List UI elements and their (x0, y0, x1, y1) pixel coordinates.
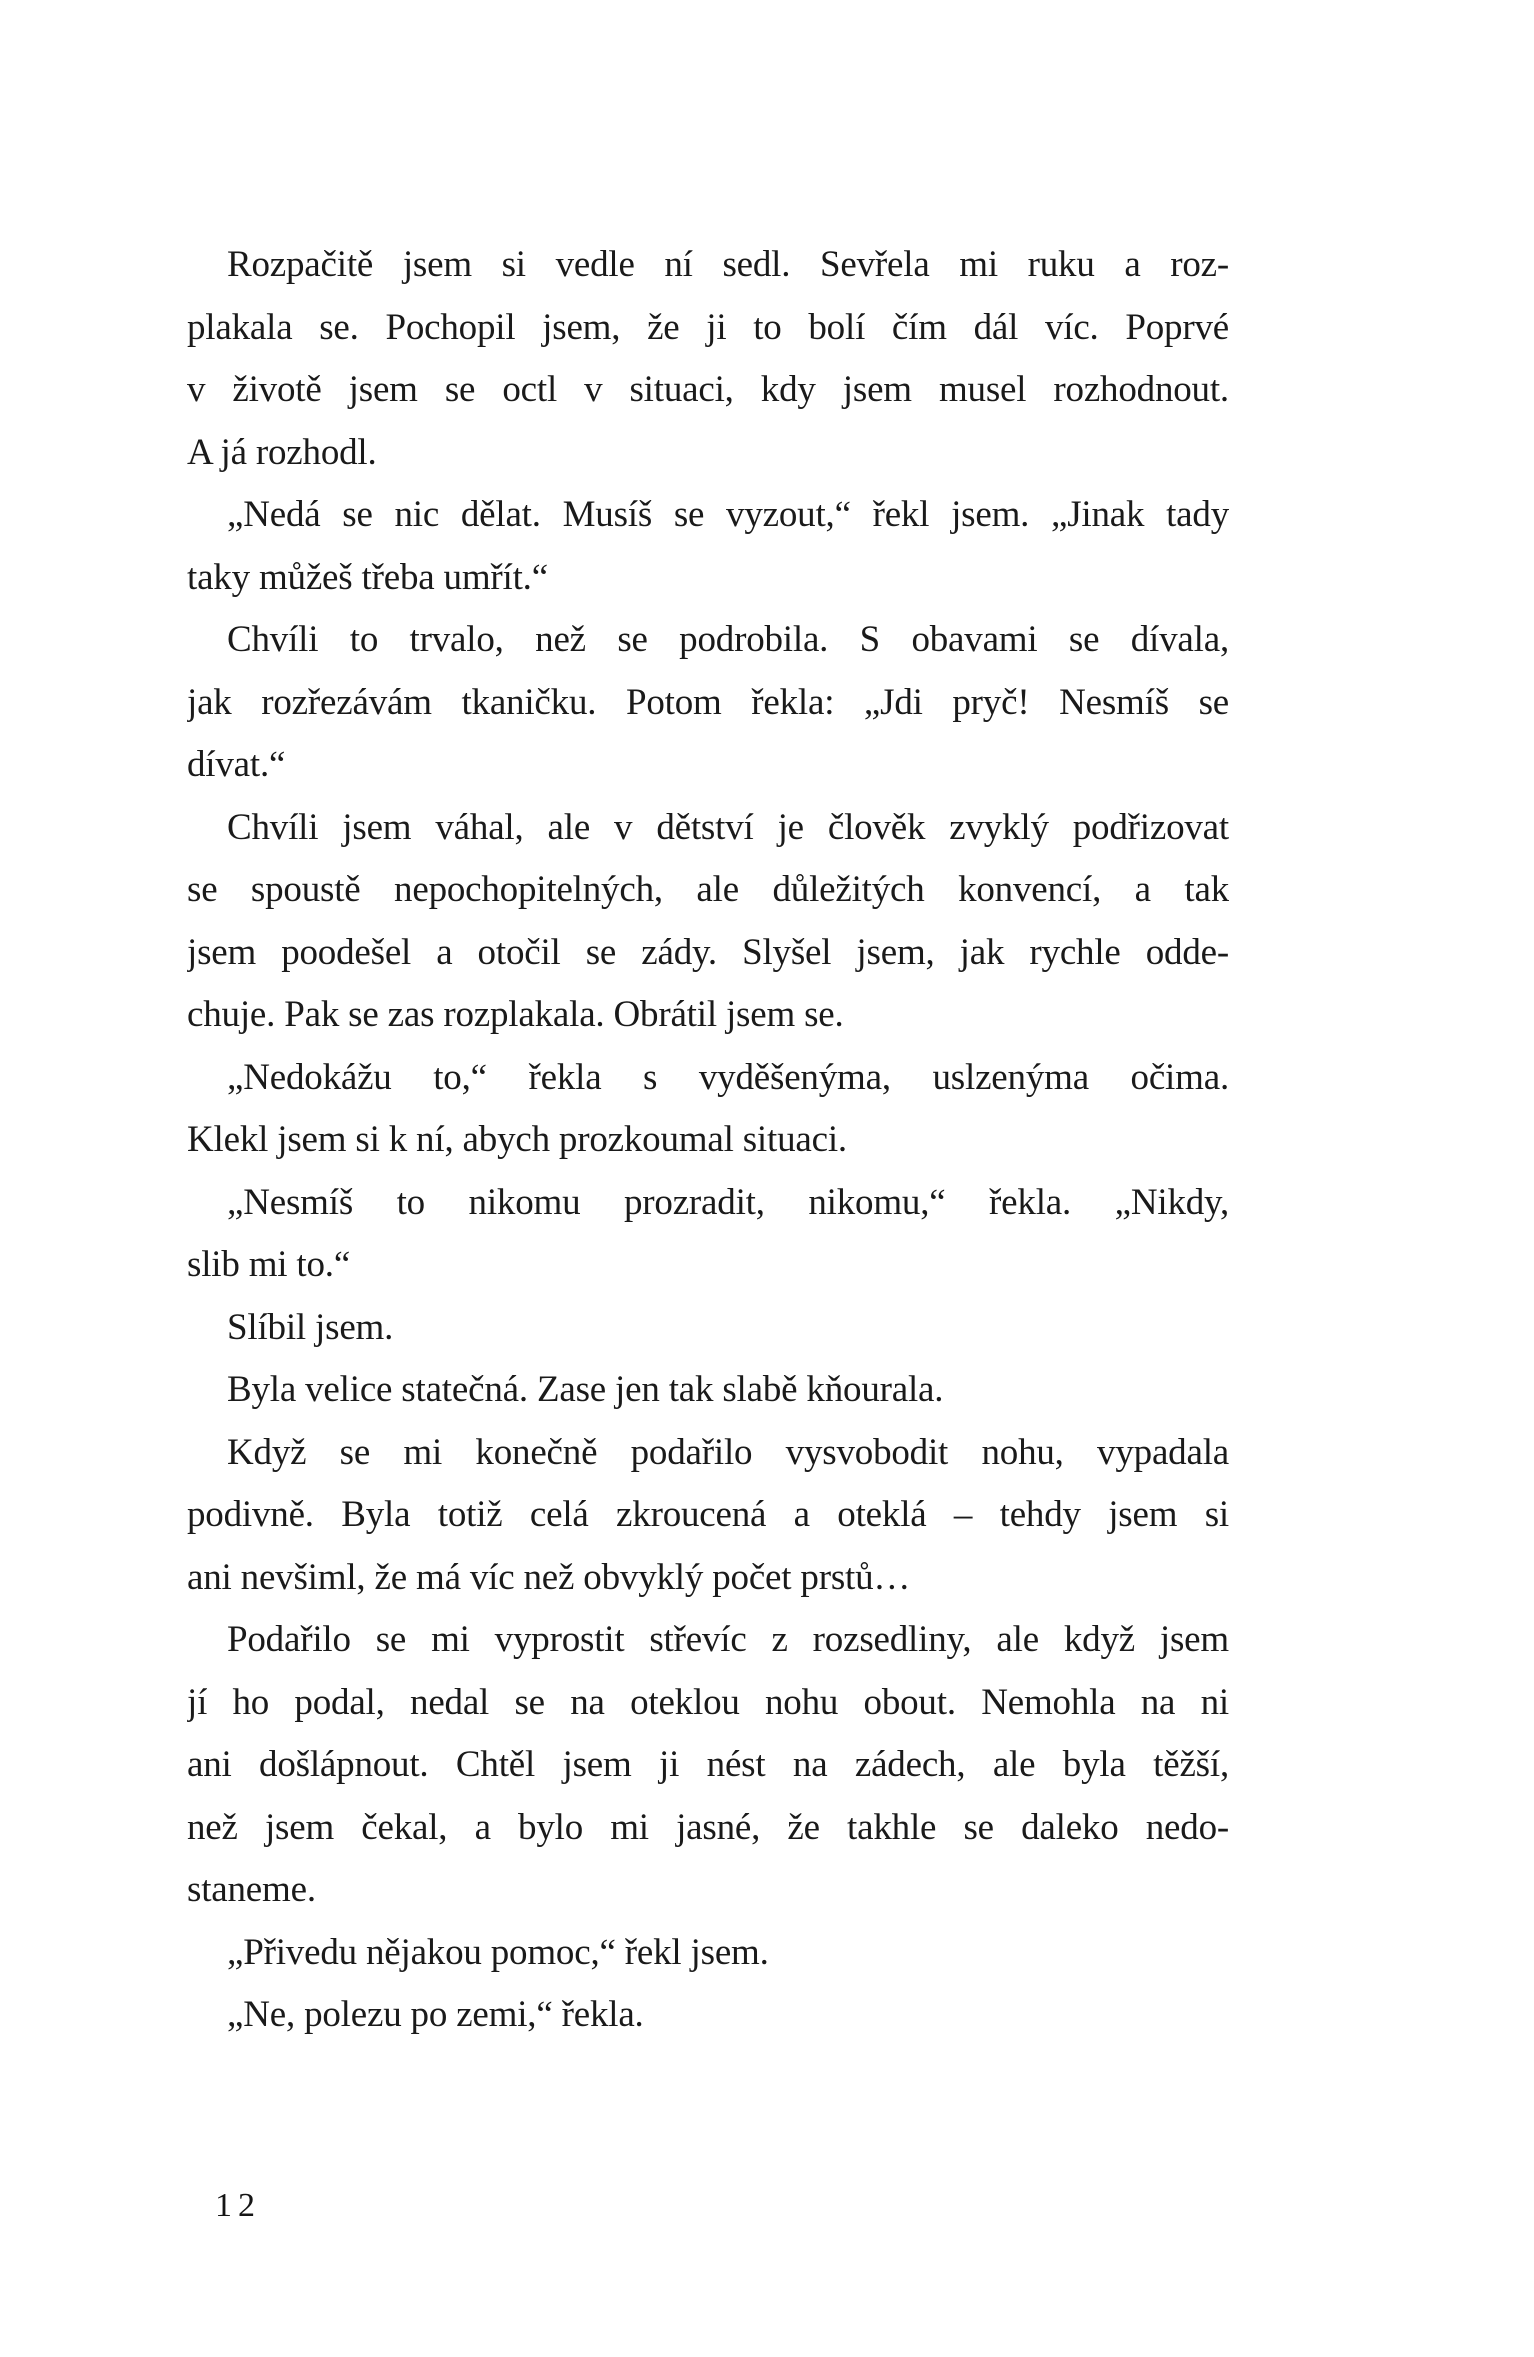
text-line: A já rozhodl. (187, 431, 377, 473)
paragraph (187, 609, 1229, 797)
text-line: Když se mi konečně podařilo vysvobodit nohu, vypadala (227, 1431, 1229, 1473)
text-block (187, 234, 1229, 2047)
text-line: „Ne, polezu po zemi,“ řekla. (227, 1994, 644, 2035)
text-line: Klekl jsem si k ní, abych prozkoumal situaci. (187, 1119, 847, 1160)
text-line: jí ho podal, nedal se na oteklou nohu obout. Nemohla na ni (187, 1681, 1229, 1723)
paragraph (187, 1047, 1229, 1172)
paragraph (187, 234, 1229, 484)
text-line: „Nesmíš to nikomu prozradit, nikomu,“ řekla. „Nikdy, (227, 1181, 1229, 1223)
text-line: jsem poodešel a otočil se zády. Slyšel jsem, jak rychle odde- (187, 931, 1229, 973)
page-number: 12 (215, 2187, 261, 2224)
text-line: Slíbil jsem. (227, 1306, 394, 1348)
paragraph (187, 1984, 1229, 2047)
text-line: „Nedokážu to,“ řekla s vyděšenýma, uslzenýma očima. (227, 1056, 1229, 1098)
text-line: se spoustě nepochopitelných, ale důležitých konvencí, a tak (187, 869, 1229, 910)
text-line: „Přivedu nějakou pomoc,“ řekl jsem. (227, 1931, 769, 1973)
text-line: Rozpačitě jsem si vedle ní sedl. Sevřela mi ruku a roz- (227, 244, 1229, 285)
text-line: v životě jsem se octl v situaci, kdy jsem musel rozhodnout. (187, 369, 1229, 410)
text-line: taky můžeš třeba umřít.“ (187, 556, 548, 598)
text-line: než jsem čekal, a bylo mi jasné, že takhle se daleko nedo- (187, 1806, 1229, 1848)
paragraph (187, 1172, 1229, 1297)
paragraph (187, 1359, 1229, 1422)
paragraph (187, 1609, 1229, 1922)
text-line: Chvíli jsem váhal, ale v dětství je člověk zvyklý podřizovat (227, 806, 1229, 848)
text-line: Podařilo se mi vyprostit střevíc z rozsedliny, ale když jsem (227, 1619, 1229, 1660)
text-line: Chvíli to trvalo, než se podrobila. S obavami se dívala, (227, 619, 1229, 660)
text-line: chuje. Pak se zas rozplakala. Obrátil jsem se. (187, 994, 844, 1035)
text-line: plakala se. Pochopil jsem, že ji to bolí čím dál víc. Poprvé (187, 306, 1229, 348)
text-line: dívat.“ (187, 744, 286, 785)
paragraph (187, 1422, 1229, 1610)
text-line: staneme. (187, 1869, 316, 1910)
text-line: ani nevšiml, že má víc než obvyklý počet prstů… (187, 1556, 911, 1598)
paragraph (187, 1297, 1229, 1360)
text-line: podivně. Byla totiž celá zkroucená a oteklá – tehdy jsem si (187, 1494, 1229, 1535)
text-line: jak rozřezávám tkaničku. Potom řekla: „Jdi pryč! Nesmíš se (187, 681, 1229, 723)
paragraph (187, 1922, 1229, 1985)
text-line: Byla velice statečná. Zase jen tak slabě kňourala. (227, 1369, 944, 1410)
text-line: „Nedá se nic dělat. Musíš se vyzout,“ řekl jsem. „Jinak tady (227, 494, 1229, 535)
paragraph (187, 484, 1229, 609)
text-line: ani došlápnout. Chtěl jsem ji nést na zádech, ale byla těžší, (187, 1744, 1229, 1785)
paragraph (187, 797, 1229, 1047)
text-line: slib mi to.“ (187, 1244, 351, 1285)
